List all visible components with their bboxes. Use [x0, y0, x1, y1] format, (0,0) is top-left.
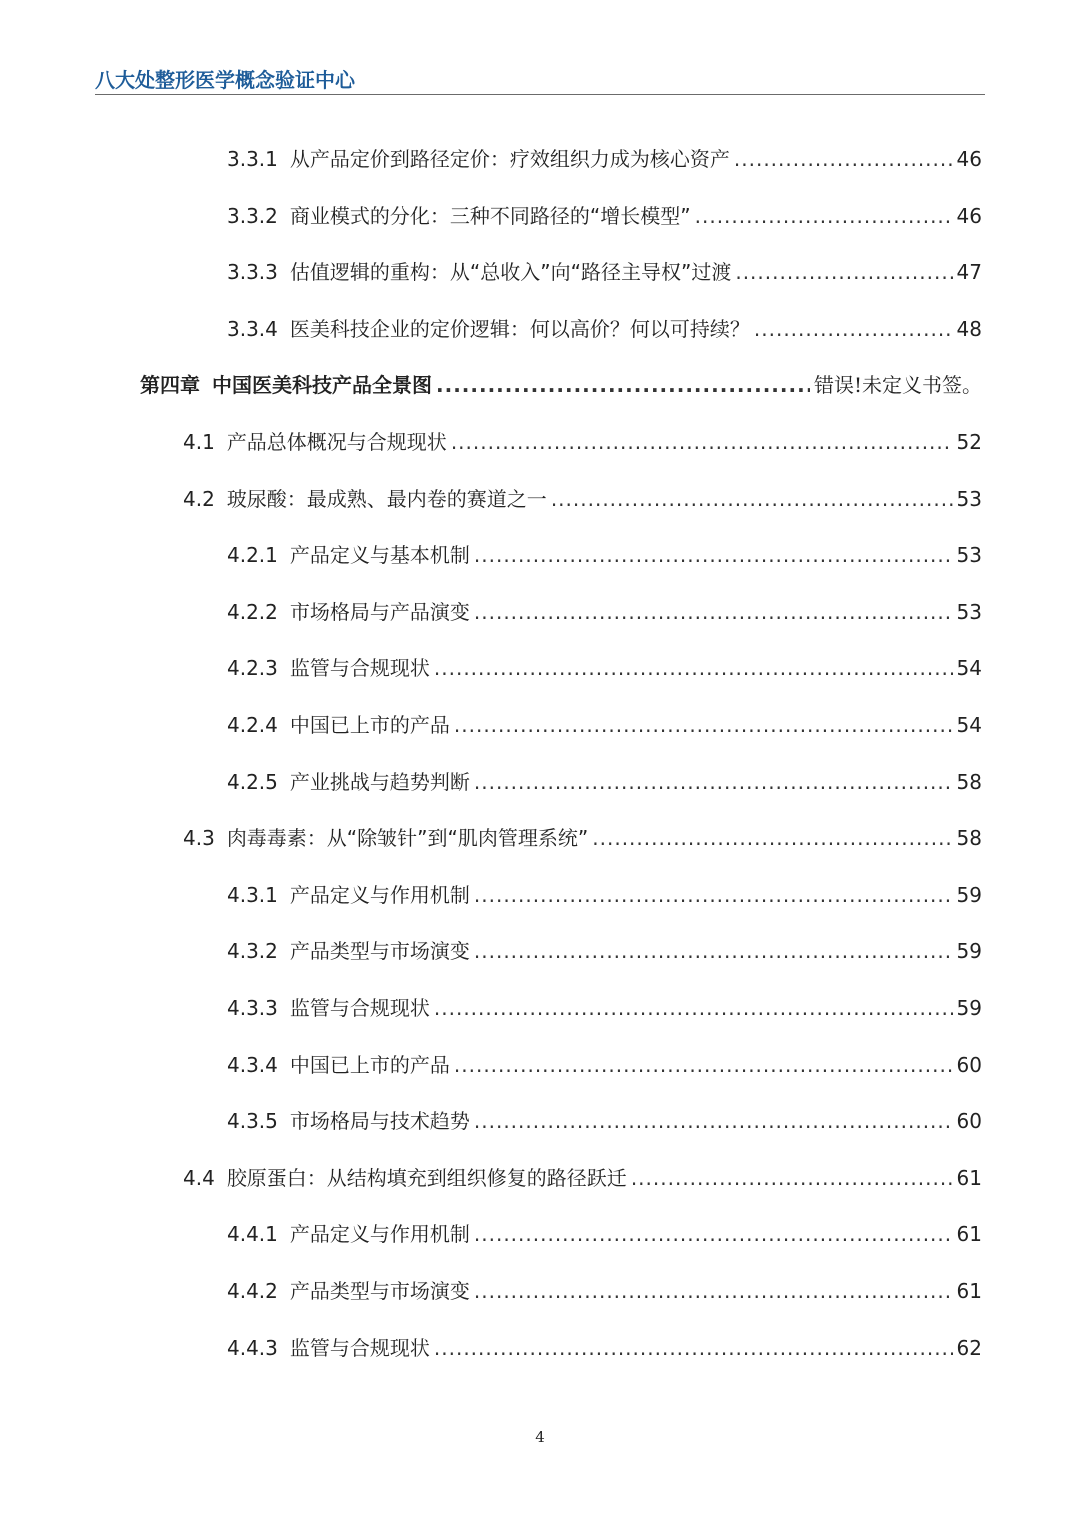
toc-entry-title: 估值逻辑的重构：从“总收入”向“路径主导权”过渡: [289, 260, 732, 285]
toc-entry[interactable]: [227, 935, 982, 965]
toc-entry-title: 从产品定价到路径定价：疗效组织力成为核心资产: [289, 147, 730, 171]
toc-dot-leader: [474, 939, 953, 963]
toc-entry-page: 53: [956, 599, 982, 624]
toc-dot-leader: [436, 373, 810, 397]
toc-entry-title: 医美科技企业的定价逻辑：何以高价？何以可持续？: [289, 316, 750, 341]
toc-entry-title: 监管与合规现状: [289, 1335, 430, 1360]
toc-entry-number: 4.4: [183, 1165, 215, 1190]
toc-entry-title: 产品类型与市场演变: [289, 1279, 470, 1303]
toc-dot-leader: [454, 713, 953, 737]
toc-entry-page: 52: [956, 430, 982, 454]
toc-entry-page: 54: [956, 713, 982, 737]
toc-entry-title: 中国已上市的产品: [289, 1052, 450, 1077]
toc-entry-page: 59: [956, 939, 982, 964]
toc-entry-title: 肉毒毒素：从“除皱针”到“肌肉管理系统”: [226, 826, 589, 851]
toc-entry-number: 3.3.4: [227, 316, 278, 341]
toc-entry-number: 4.3.5: [227, 1109, 278, 1134]
toc-entry-page: 58: [956, 826, 982, 851]
toc-entry-title: 胶原蛋白：从结构填充到组织修复的路径跃迁: [226, 1165, 627, 1190]
toc-entry-title: 监管与合规现状: [289, 996, 430, 1020]
toc-dot-leader: [474, 600, 953, 624]
toc-entry-number: 4.2.4: [227, 713, 278, 737]
toc-entry[interactable]: [140, 369, 982, 399]
toc-entry-title: 中国已上市的产品: [289, 713, 450, 737]
toc-entry-number: 4.2: [183, 486, 215, 511]
toc-entry[interactable]: [227, 1275, 982, 1305]
toc-entry-number: 4.2.2: [227, 599, 278, 624]
toc-entry-title: 产品定义与作用机制: [289, 1222, 470, 1247]
toc-entry[interactable]: [227, 652, 982, 682]
toc-entry[interactable]: [227, 143, 982, 173]
header-title: 八大处整形医学概念验证中心: [95, 68, 355, 92]
toc-entry[interactable]: [183, 483, 982, 513]
toc-entry-page: 58: [956, 769, 982, 794]
toc-dot-leader: [592, 826, 952, 850]
toc-entry-number: 4.4.3: [227, 1335, 278, 1360]
toc-entry[interactable]: [227, 992, 982, 1022]
toc-entry-page: 错误!未定义书签。: [813, 373, 982, 398]
toc-entry-title: 产业挑战与趋势判断: [289, 769, 470, 794]
toc-entry[interactable]: [227, 879, 982, 909]
toc-entry-number: 3.3.1: [227, 147, 278, 171]
toc-entry-number: 4.2.5: [227, 769, 278, 794]
toc-dot-leader: [434, 1336, 953, 1360]
toc-entry-page: 59: [956, 996, 982, 1020]
toc-dot-leader: [451, 430, 953, 454]
toc-entry-number: 4.3.2: [227, 939, 278, 964]
toc-dot-leader: [631, 1166, 953, 1190]
toc-entry-number: 4.3.4: [227, 1052, 278, 1077]
toc-entry-page: 46: [956, 147, 982, 171]
toc-entry-number: 3.3.3: [227, 260, 278, 285]
toc-entry-number: 第四章: [140, 373, 200, 398]
toc-entry-title: 中国医美科技产品全景图: [212, 373, 432, 398]
toc-dot-leader: [454, 1053, 953, 1077]
toc-entry-number: 4.3.1: [227, 882, 278, 907]
toc-entry-page: 60: [956, 1052, 982, 1077]
toc-entry-page: 61: [956, 1279, 982, 1303]
toc-dot-leader: [434, 656, 953, 680]
toc-entry-number: 4.2.1: [227, 543, 278, 568]
toc-entry-page: 48: [956, 316, 982, 341]
toc-entry-page: 60: [956, 1109, 982, 1134]
toc-entry[interactable]: [227, 1332, 982, 1362]
toc-entry-title: 市场格局与产品演变: [289, 599, 470, 624]
page-number: 4: [535, 1428, 545, 1446]
toc-entry-title: 产品定义与作用机制: [289, 882, 470, 907]
toc-entry[interactable]: [227, 596, 982, 626]
toc-dot-leader: [474, 883, 953, 907]
toc-entry-title: 产品定义与基本机制: [289, 543, 470, 568]
toc-entry-number: 4.1: [183, 430, 215, 454]
toc-entry-title: 商业模式的分化：三种不同路径的“增长模型”: [289, 203, 691, 228]
toc-entry-page: 61: [956, 1165, 982, 1190]
toc-entry-page: 53: [956, 486, 982, 511]
toc-dot-leader: [434, 996, 953, 1020]
toc-entry[interactable]: [227, 256, 982, 286]
toc-entry[interactable]: [227, 1218, 982, 1248]
toc-entry[interactable]: [183, 822, 982, 852]
toc-entry[interactable]: [227, 1049, 982, 1079]
toc-entry-title: 产品类型与市场演变: [289, 939, 470, 964]
toc-dot-leader: [754, 317, 953, 341]
toc-entry-title: 产品总体概况与合规现状: [226, 430, 447, 454]
page-header: [95, 62, 985, 95]
toc-entry-number: 4.4.1: [227, 1222, 278, 1247]
toc-entry-number: 4.3: [183, 826, 215, 851]
toc-entry[interactable]: [183, 1162, 982, 1192]
toc-entry[interactable]: [227, 1105, 982, 1135]
toc-dot-leader: [735, 260, 952, 284]
toc-dot-leader: [695, 204, 953, 228]
toc-dot-leader: [734, 147, 953, 171]
toc-entry-page: 47: [956, 260, 982, 285]
toc-entry-number: 4.4.2: [227, 1279, 278, 1303]
toc-entry[interactable]: [227, 200, 982, 230]
toc-entry[interactable]: [227, 766, 982, 796]
toc-entry-title: 市场格局与技术趋势: [289, 1109, 470, 1134]
toc-dot-leader: [474, 1109, 953, 1133]
toc-entry-page: 61: [956, 1222, 982, 1247]
toc-entry[interactable]: [183, 426, 982, 456]
toc-dot-leader: [551, 487, 953, 511]
toc-entry[interactable]: [227, 539, 982, 569]
toc-entry-page: 53: [956, 543, 982, 568]
toc-dot-leader: [474, 1222, 953, 1246]
toc-entry-page: 54: [956, 656, 982, 681]
toc-entry-page: 46: [956, 203, 982, 228]
toc-dot-leader: [474, 770, 953, 794]
toc-entry-number: 4.3.3: [227, 996, 278, 1020]
toc-entry[interactable]: [227, 709, 982, 739]
toc-dot-leader: [474, 1279, 953, 1303]
toc-entry-number: 3.3.2: [227, 203, 278, 228]
toc-dot-leader: [474, 543, 953, 567]
toc-entry-number: 4.2.3: [227, 656, 278, 681]
toc-entry-page: 62: [956, 1335, 982, 1360]
toc-entry[interactable]: [227, 313, 982, 343]
toc-entry-page: 59: [956, 882, 982, 907]
toc-entry-title: 玻尿酸：最成熟、最内卷的赛道之一: [226, 486, 547, 511]
toc-entry-title: 监管与合规现状: [289, 656, 430, 681]
